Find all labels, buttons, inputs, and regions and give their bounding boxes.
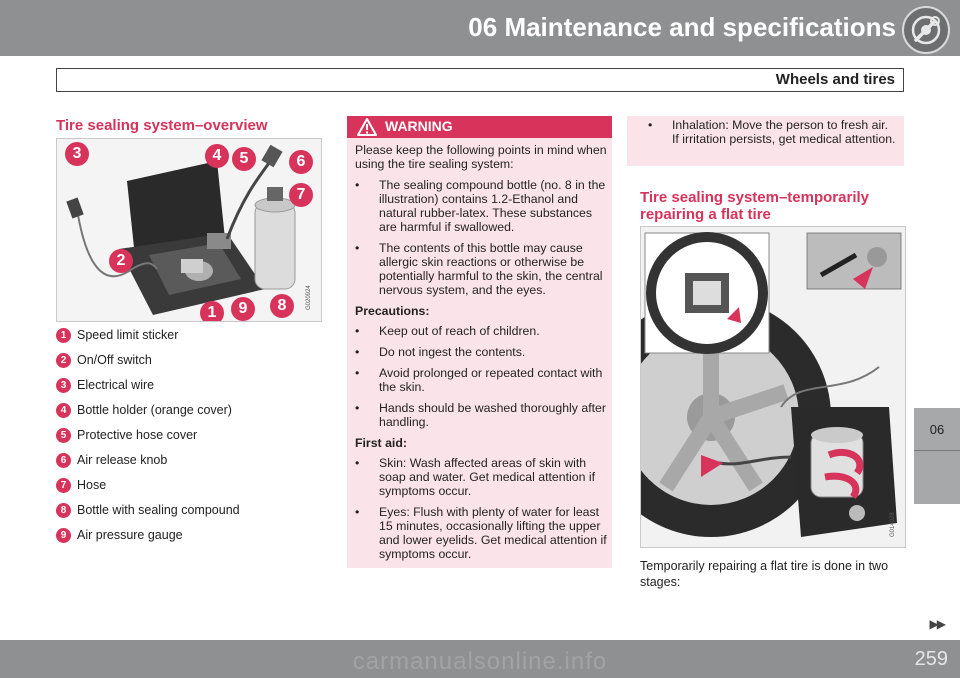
precautions-list xyxy=(355,324,607,429)
legend-item xyxy=(56,375,326,400)
legend-number: 1 xyxy=(56,328,71,343)
precaution-item: • Hands should be washed thoroughly after handling. xyxy=(355,401,607,429)
warning-continued-box xyxy=(627,116,904,166)
legend-text: Hose xyxy=(77,478,107,492)
chapter-title: 06 Maintenance and specifications xyxy=(468,12,896,42)
legend-number: 4 xyxy=(56,403,71,418)
callout-5: 5 xyxy=(232,147,256,171)
chapter-tab xyxy=(914,408,960,504)
section-title: Wheels and tires xyxy=(775,71,895,88)
page-number: 259 xyxy=(914,648,948,670)
legend-item xyxy=(56,500,326,525)
callout-3: 3 xyxy=(65,142,89,166)
warning-bullet: • The sealing compound bottle (no. 8 in the illustration) contains 1.2-Ethanol and natural rubber-latex. These substances are harmful if swallowed. xyxy=(355,178,607,234)
warning-bullets xyxy=(355,178,607,297)
legend-number: 5 xyxy=(56,428,71,443)
legend-item xyxy=(56,450,326,475)
legend-number: 8 xyxy=(56,503,71,518)
next-page-arrows-icon: ▶▶ xyxy=(929,617,944,631)
warning-box xyxy=(347,116,612,568)
legend-item xyxy=(56,425,326,450)
callout-1: 1 xyxy=(200,301,224,322)
legend-number: 3 xyxy=(56,378,71,393)
legend-text: Bottle with sealing compound xyxy=(77,503,240,517)
repair-heading: Tire sealing system–temporarily repairing a flat tire xyxy=(640,189,869,223)
wrench-gear-icon xyxy=(902,6,950,54)
legend-item xyxy=(56,475,326,500)
warning-continued-text: Inhalation: Move the person to fresh air. If irritation persists, get medical attention. xyxy=(672,118,896,146)
legend-number: 2 xyxy=(56,353,71,368)
bullet-glyph: • xyxy=(648,118,653,132)
precaution-item: • Avoid prolonged or repeated contact with the skin. xyxy=(355,366,607,394)
first-aid-list xyxy=(355,456,607,561)
tab-divider xyxy=(914,450,960,451)
legend-text: Air pressure gauge xyxy=(77,528,183,542)
legend-number: 6 xyxy=(56,453,71,468)
warning-header xyxy=(347,116,612,138)
footer-bar xyxy=(0,640,960,678)
chapter-tab-label: 06 xyxy=(929,422,945,437)
legend-number: 7 xyxy=(56,478,71,493)
legend-item xyxy=(56,400,326,425)
precautions-label: Precautions: xyxy=(355,304,430,318)
repair-body: Temporarily repairing a flat tire is done in two stages: xyxy=(640,559,889,589)
parts-legend xyxy=(56,325,326,550)
legend-text: Electrical wire xyxy=(77,378,155,392)
callout-2: 2 xyxy=(109,249,133,273)
callout-9: 9 xyxy=(231,297,255,321)
warning-body xyxy=(355,143,607,568)
first-aid-item: • Skin: Wash affected areas of skin with soap and water. Get medical attention if symptoms occur. xyxy=(355,456,607,498)
legend-item xyxy=(56,525,326,550)
callout-6: 6 xyxy=(289,150,313,174)
legend-text: Air release knob xyxy=(77,453,168,467)
callout-7: 7 xyxy=(289,183,313,207)
legend-text: Protective hose cover xyxy=(77,428,198,442)
flat-tire-repair-illustration xyxy=(640,226,906,548)
legend-item xyxy=(56,325,326,350)
warning-bullet: • The contents of this bottle may cause allergic skin reactions or otherwise be potentially harmful to the skin, the central nervous system, and the eyes. xyxy=(355,241,607,297)
legend-text: On/Off switch xyxy=(77,353,152,367)
watermark: carmanualsonline.info xyxy=(352,648,608,675)
repair-drawing xyxy=(641,227,905,547)
precaution-item: • Keep out of reach of children. xyxy=(355,324,607,338)
tire-sealing-kit-illustration xyxy=(56,138,322,322)
warning-triangle-icon xyxy=(357,118,377,136)
first-aid-label: First aid: xyxy=(355,436,407,450)
legend-text: Bottle holder (orange cover) xyxy=(77,403,232,417)
callout-8: 8 xyxy=(270,294,294,318)
figure-code: G014028 xyxy=(890,512,896,537)
callout-4: 4 xyxy=(205,144,229,168)
warning-title: WARNING xyxy=(385,118,453,134)
warning-intro: Please keep the following points in mind when using the tire sealing system: xyxy=(355,143,607,171)
first-aid-item: • Eyes: Flush with plenty of water for least 15 minutes, occasionally lifting the upper and lower eyelids. Get medical attention if symptoms occur. xyxy=(355,505,607,561)
precaution-item: • Do not ingest the contents. xyxy=(355,345,607,359)
figure-code: G020924 xyxy=(306,285,312,310)
section-bar xyxy=(56,68,904,92)
header-bar xyxy=(0,0,960,56)
overview-heading: Tire sealing system–overview xyxy=(56,117,268,134)
legend-item xyxy=(56,350,326,375)
legend-text: Speed limit sticker xyxy=(77,328,179,342)
legend-number: 9 xyxy=(56,528,71,543)
